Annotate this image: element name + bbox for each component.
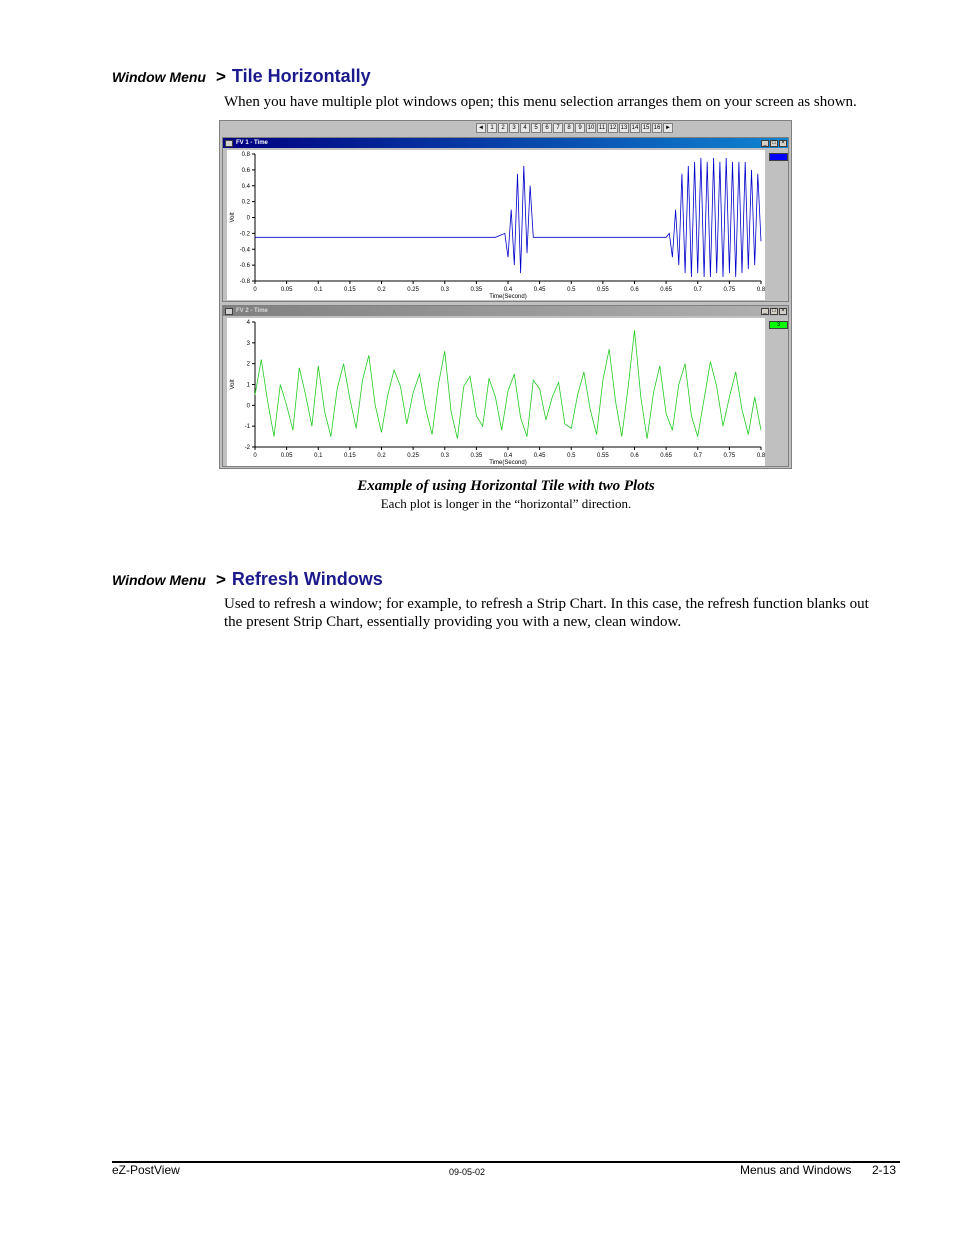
x-tick-label: 0.3 [440, 453, 449, 459]
x-tick-label: 0.35 [470, 453, 483, 459]
y-tick-label: 0 [246, 403, 250, 410]
x-tick-label: 0.6 [630, 453, 639, 459]
close-icon[interactable]: × [779, 308, 787, 315]
window-titlebar[interactable] [223, 138, 788, 148]
section1-paragraph: When you have multiple plot windows open; this menu selection arranges them on your screen as shown. [224, 94, 857, 110]
plot-area-2 [227, 318, 765, 466]
y-axis-label: Volt [230, 212, 236, 223]
x-tick-label: 0.45 [533, 453, 546, 459]
voltage-time-chart-2 [227, 318, 765, 466]
plot-window-1[interactable] [222, 137, 789, 302]
x-tick-label: 0.15 [344, 453, 356, 459]
x-tick-label: 0.35 [470, 287, 483, 293]
y-tick-label: -0.6 [239, 263, 250, 270]
channel-indicator[interactable] [769, 153, 788, 161]
y-tick-label: -0.2 [239, 231, 250, 238]
x-tick-label: 0.5 [567, 287, 576, 293]
heading-arrow: > [215, 67, 226, 86]
x-tick-label: 0.55 [597, 453, 609, 459]
plot-tab[interactable]: 16 [653, 125, 661, 131]
footer-date: 09-05-02 [449, 1167, 486, 1177]
window-app-icon [225, 308, 233, 315]
section-heading-refresh-windows [112, 569, 383, 590]
y-tick-label: 2 [246, 361, 250, 368]
x-tick-label: 0.25 [407, 453, 419, 459]
x-tick-label: 0.8 [756, 453, 765, 459]
x-tick-label: 0.4 [503, 453, 513, 459]
x-tick-label: 0 [253, 453, 257, 459]
heading-title: Tile Horizontally [231, 66, 371, 86]
y-tick-label: 0 [246, 215, 250, 222]
plot-tab[interactable]: 10 [587, 125, 595, 131]
x-tick-label: 0.65 [660, 287, 672, 293]
plot-tab[interactable]: 1 [487, 123, 497, 133]
plot-area-1 [227, 150, 765, 300]
x-tick-label: 0.2 [377, 287, 386, 293]
close-icon[interactable]: × [779, 140, 787, 147]
plot-tab[interactable]: 9 [575, 123, 585, 133]
window-title: FV 2 - Time [236, 308, 268, 314]
x-tick-label: 0.1 [314, 287, 323, 293]
series-line [255, 158, 761, 277]
minimize-icon[interactable]: _ [761, 308, 769, 315]
x-tick-label: 0.45 [533, 287, 546, 293]
plot-tab[interactable]: 4 [520, 123, 530, 133]
plot-tab[interactable]: 5 [531, 123, 541, 133]
channel-indicator[interactable]: 3 [769, 321, 788, 329]
x-tick-label: 0.7 [693, 453, 702, 459]
plot-tab[interactable]: 11 [598, 125, 606, 131]
plot-window-2[interactable] [222, 305, 789, 467]
plot-tab[interactable]: 15 [642, 125, 650, 131]
y-tick-label: 4 [246, 320, 250, 326]
plot-tab[interactable]: ► [663, 123, 673, 133]
y-tick-label: -1 [244, 424, 250, 431]
y-tick-label: -0.8 [239, 279, 250, 285]
y-tick-label: 1 [246, 382, 250, 389]
y-tick-label: -0.4 [239, 247, 250, 254]
x-tick-label: 0.6 [630, 287, 639, 293]
heading-title: Refresh Windows [231, 569, 383, 589]
plot-tab[interactable]: 12 [609, 125, 617, 131]
plot-tab[interactable]: 14 [631, 125, 639, 131]
x-axis-label: Time(Second) [489, 294, 527, 300]
x-axis-label: Time(Second) [489, 460, 527, 466]
x-tick-label: 0.75 [723, 453, 736, 459]
heading-menu-label: Window Menu [112, 572, 206, 588]
x-tick-label: 0.55 [597, 287, 609, 293]
y-tick-label: 0.4 [241, 183, 250, 190]
series-line [255, 330, 761, 438]
heading-arrow: > [215, 570, 226, 589]
x-tick-label: 0.4 [503, 287, 513, 293]
window-app-icon [225, 140, 233, 147]
voltage-time-chart-1 [227, 150, 765, 300]
x-tick-label: 0.7 [693, 287, 702, 293]
x-tick-label: 0.2 [377, 453, 386, 459]
plot-tab-bar [476, 123, 674, 134]
x-tick-label: 0.05 [280, 453, 293, 459]
heading-menu-label: Window Menu [112, 69, 206, 85]
x-tick-label: 0.75 [723, 287, 736, 293]
x-tick-label: 0.05 [280, 287, 293, 293]
plot-tab[interactable]: 7 [553, 123, 563, 133]
x-tick-label: 0.25 [407, 287, 419, 293]
tile-horizontal-screenshot [219, 120, 792, 469]
minimize-icon[interactable]: _ [761, 140, 769, 147]
x-tick-label: 0 [253, 287, 257, 293]
x-tick-label: 0.1 [314, 453, 323, 459]
x-tick-label: 0.15 [344, 287, 356, 293]
plot-tab[interactable]: 2 [498, 123, 508, 133]
y-tick-label: -2 [244, 445, 250, 451]
plot-tab[interactable]: ◄ [476, 123, 486, 133]
y-axis-label: Volt [230, 379, 236, 390]
section-heading-tile-horizontally [112, 66, 371, 87]
y-tick-label: 0.8 [241, 152, 250, 158]
footer-product: eZ-PostView [112, 1163, 180, 1177]
section2-paragraph: Used to refresh a window; for example, to refresh a Strip Chart. In this case, the refresh function blanks out the present Strip Chart, essentially providing you with a new, clean window. [224, 596, 869, 630]
window-titlebar[interactable] [223, 306, 788, 316]
caption-title: Example of using Horizontal Tile with two Plots [357, 478, 655, 494]
plot-tab[interactable]: 3 [509, 123, 519, 133]
footer-page-number: 2-13 [872, 1163, 897, 1177]
figure-caption [220, 478, 792, 512]
window-title: FV 1 - Time [236, 140, 268, 146]
y-tick-label: 0.6 [241, 167, 250, 174]
y-tick-label: 0.2 [241, 199, 250, 206]
plot-tab[interactable]: 8 [564, 123, 574, 133]
maximize-icon[interactable]: □ [770, 308, 778, 315]
x-tick-label: 0.8 [756, 287, 765, 293]
caption-subtitle: Each plot is longer in the “horizontal” direction. [380, 496, 632, 511]
plot-tab[interactable]: 13 [620, 125, 628, 131]
x-tick-label: 0.3 [440, 287, 449, 293]
plot-tab[interactable]: 6 [542, 123, 552, 133]
y-tick-label: 3 [246, 340, 250, 347]
x-tick-label: 0.65 [660, 453, 672, 459]
x-tick-label: 0.5 [567, 453, 576, 459]
footer-section: Menus and Windows [740, 1163, 852, 1177]
maximize-icon[interactable]: □ [770, 140, 778, 147]
